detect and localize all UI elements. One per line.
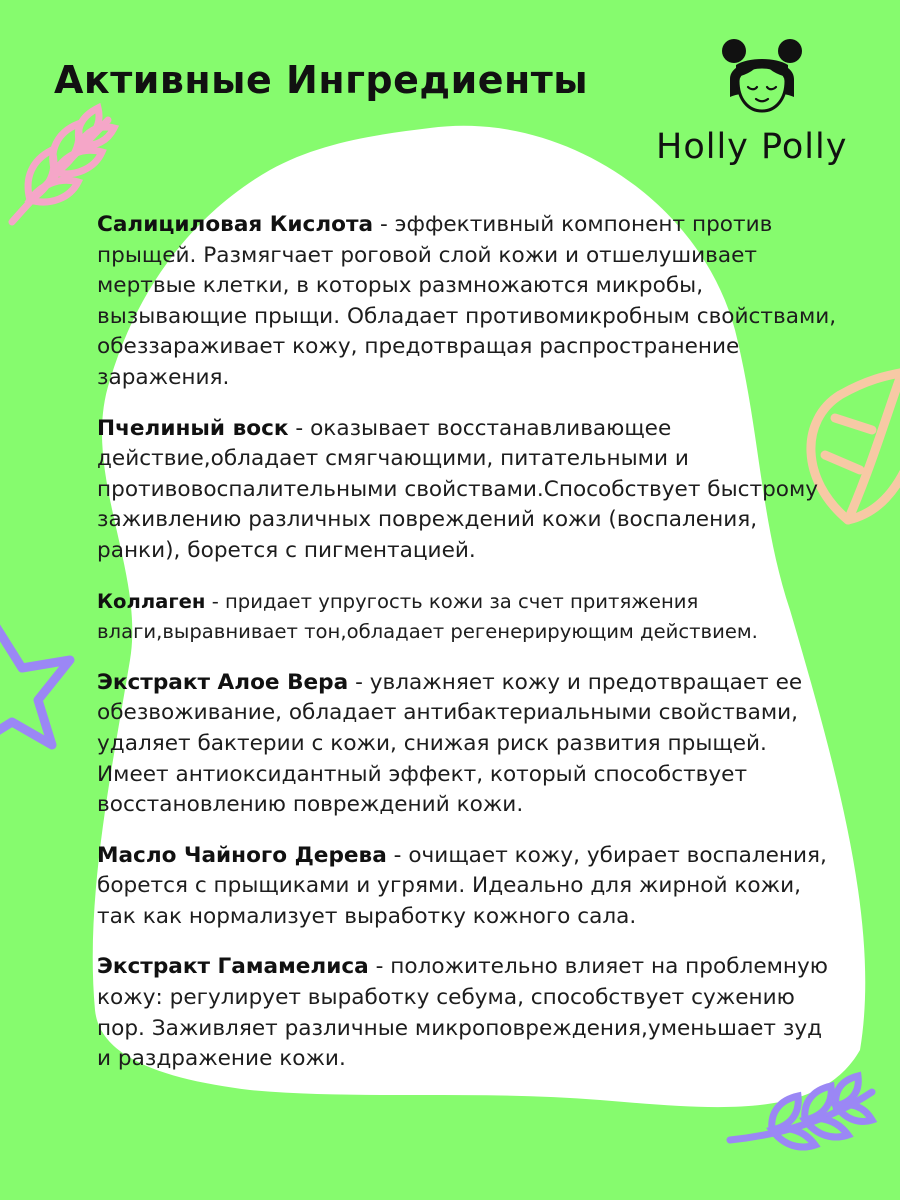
ingredient-name: Коллаген	[97, 589, 206, 613]
ingredient-separator: -	[348, 669, 370, 695]
ingredient-item	[97, 668, 837, 821]
ingredient-separator: -	[288, 415, 311, 441]
ingredient-separator: -	[386, 842, 409, 868]
ingredient-item	[97, 414, 837, 567]
ingredient-item	[97, 841, 837, 933]
brand-name: Holly Polly	[656, 127, 848, 167]
ingredient-name: Экстракт Алое Вера	[97, 669, 349, 695]
ingredient-item	[97, 210, 837, 394]
ingredient-description: очищает кожу, убирает воспаления, борется с прыщиками и угрями. Идеально для жирной кожи, так как нормализует выработку кожного сала.	[97, 842, 827, 929]
ingredient-name: Салициловая Кислота	[97, 212, 374, 237]
girl-face-logo-icon	[722, 35, 802, 115]
ingredient-description: увлажняет кожу и предотвращает ее обезвоживание, обладает антибактериальными свойствами, удаляет бактерии с кожи, снижая риск развития прыщей. Имеет антиоксидантный эффект, который способствует восстановлению повреждений кожи.	[97, 669, 803, 818]
brand-block	[630, 35, 890, 185]
ingredient-description: положительно влияет на проблемную кожу: регулирует выработку себума, способствует сужению пор. Заживляет различные микроповреждения,уменьшает зуд и раздражение кожи.	[97, 954, 828, 1072]
ingredient-item	[97, 587, 837, 648]
ingredient-name: Масло Чайного Дерева	[97, 842, 387, 868]
ingredient-description: оказывает восстанавливающее действие,обладает смягчающими, питательными и противовоспалительными свойствами.Способствует быстрому заживлению различных повреждений кожи (воспаления, ранки), борется с пигментацией.	[97, 415, 819, 563]
star-icon	[0, 625, 70, 745]
page-title: Активные Ингредиенты	[54, 58, 589, 102]
ingredient-name: Пчелиный воск	[97, 415, 289, 441]
ingredient-separator: -	[205, 589, 225, 613]
ingredient-name: Экстракт Гамамелиса	[97, 954, 369, 980]
ingredient-description: эффективный компонент против прыщей. Размягчает роговой слой кожи и отшелушивает мертвые клетки, в которых размножаются микробы, вызывающие прыщи. Обладает противомикробным свойствами, обеззараживает кожу, предотвращая распространение заражения.	[97, 212, 837, 390]
wheat-branch-icon	[12, 108, 114, 222]
ingredients-list	[97, 210, 837, 1095]
ingredient-item	[97, 952, 837, 1074]
ingredient-separator: -	[373, 212, 395, 237]
ingredient-description: придает упругость кожи за счет притяжения влаги,выравнивает тон,обладает регенерирующим действием.	[97, 589, 758, 644]
ingredient-separator: -	[368, 954, 391, 980]
